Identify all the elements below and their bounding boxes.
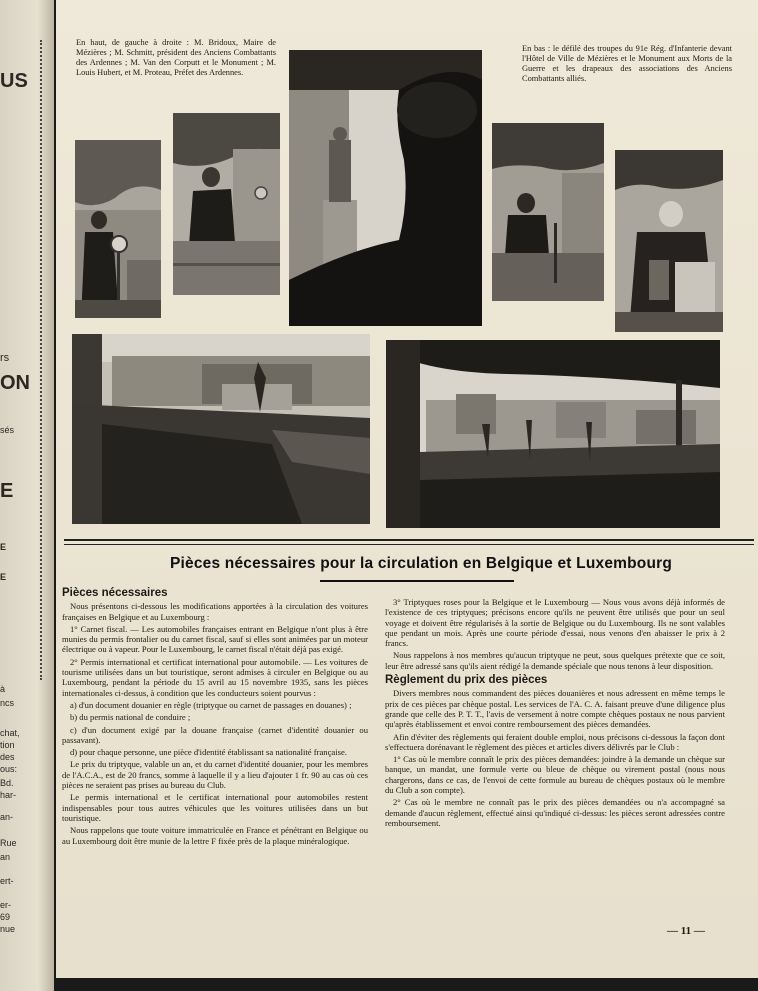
margin-fragment: an- (0, 812, 14, 822)
margin-fragment: Bd. (0, 778, 14, 788)
title-underline (320, 580, 514, 582)
paragraph: b) du permis national de conduire ; (70, 712, 191, 723)
paragraph: Nous présentons ci-dessous les modifications apportées à la circulation des voitures françaises en Belgique et au Luxembourg : (62, 601, 368, 622)
paragraph: 2° Cas où le membre ne connaît pas le prix des pièces demandées ou n'a accompagné sa demande d'aucun règlement, effectué ainsi qu'indiqué ci-dessus: les pièces seront adressées contre remboursement. (385, 797, 725, 828)
margin-fragment: ert- (0, 876, 14, 886)
margin-fragment: rs (0, 352, 10, 364)
paragraph: Divers membres nous commandent des pièces douanières et nous adressent en même temps le prix de ces pièces par chèque postal. Les services de l'A. C. A. faisant preuve d'une diligence plus grande que celle des P. T. T., l'avis de versement à notre compte chèques postaux ne nous parvient qu'après établissement et envoi contre remboursement des pièces demandées. (385, 688, 725, 730)
paragraph: Nous rappelons que toute voiture immatriculée en France et pénétrant en Belgique ou au Luxembourg doit être munie de la lettre F fixée près de la plaque minéralogique. (62, 825, 368, 846)
margin-fragment: à (0, 684, 6, 694)
margin-fragment: Rue (0, 838, 17, 848)
article-left-column (62, 584, 368, 848)
margin-fragment: sés (0, 425, 15, 435)
paragraph: 2° Permis international et certificat international pour automobile. — Les voitures de tourisme utilisées dans un but touristique, seront admises à circuler en Belgique ou au Luxembourg, pendant la période du 15 avril au 15 novembre 1935, sans les pièces internationales ci-dessus, à condition que les conducteurs soient pourvus : (62, 656, 368, 698)
margin-fragment: nue (0, 924, 16, 934)
margin-fragment: tion (0, 740, 15, 750)
paragraph: Le permis international et le certificat international pour automobiles restent indispensables pour tous autres véhicules que les voitures utilisées dans un but touristique. (62, 792, 368, 823)
photo-caption-bottom: En bas : le défilé des troupes du 91e Rég. d'Infanterie devant l'Hôtel de Ville de Mézières et le Monument aux Morts de la Guerre et les drapeaux des associations des Anciens Combattants alliés. (522, 44, 732, 83)
photo-prefect-proteau (615, 150, 723, 332)
photo-van-den-corputt (492, 123, 604, 301)
article-title: Pièces nécessaires pour la circulation en Belgique et Luxembourg (169, 555, 673, 572)
margin-fragment: ON (0, 372, 30, 394)
section-rule (64, 539, 754, 541)
photo-caption-top: En haut, de gauche à droite : M. Bridoux, Maire de Mézières ; M. Schmitt, président des Anciens Combattants des Ardennes ; M. Van den Corputt et le Monument ; M. Louis Hubert, et M. Proteau, Préfet des Ardennes. (76, 38, 276, 77)
facing-page-edge (0, 0, 54, 991)
paragraph: Afin d'éviter des règlements qui feraient double emploi, nous précisons ci-dessous la façon dont s'effectuera dorénavant le règlement des pièces et articles divers délivrés par le Club : (385, 731, 725, 752)
photo-president-schmitt (173, 113, 280, 295)
photo-mayor-bridoux (75, 140, 161, 318)
paragraph: 1° Cas où le membre connaît le prix des pièces demandées: joindre à la demande un chèque sur banque, un mandat, une formule verte ou bleue de chèque ou virement postal (nous nous chargerons, dans ce cas, de l'envoi de cette formule au bureau de chèques postaux où le membre du Club a son compte). (385, 754, 725, 796)
margin-fragment: er- (0, 900, 11, 910)
paragraph: 3° Triptyques roses pour la Belgique et le Luxembourg — Nous vous avons déjà informés de l'existence de ces triptyques; précisons encore qu'ils ne peuvent être utilisés que pour un seul voyage et doivent être régularisés à la sortie de Belgique ou du Luxembourg. Ils ne sont valables que pendant un mois. Après une courte période d'essai, nous venons d'en abaisser le prix à 2 francs. (385, 597, 725, 649)
margin-fragment: des (0, 752, 15, 762)
paragraph: Nous rappelons à nos membres qu'aucun triptyque ne peut, sous quelques prétexte que ce soit, leur être adressé sans qu'ils aient rédigé la demande spéciale que nous tenons à leur disposition. (385, 650, 725, 671)
margin-fragment: US (0, 70, 28, 92)
margin-fragment: har- (0, 790, 17, 800)
margin-fragment: an (0, 852, 11, 862)
section-heading: Pièces nécessaires (62, 587, 168, 599)
margin-fragment: ncs (0, 698, 15, 708)
photo-parade-hotel-de-ville (72, 334, 370, 524)
page-number: — 11 — (667, 925, 705, 937)
photo-monument (289, 50, 482, 326)
paragraph: 1° Carnet fiscal. — Les automobiles françaises entrant en Belgique n'ont plus à être munies du permis frontalier ou du carnet fiscal, sauf si elles sont animées par un moteur électrique ou à vapeur. Pour le Luxembourg, le carnet fiscal n'était déjà pas exigé. (62, 623, 368, 655)
margin-fragment: 69 (0, 912, 11, 922)
paragraph: Le prix du triptyque, valable un an, et du carnet d'identité douanier, pour les membres de l'A.C.A., est de 20 francs, somme à laquelle il y a lieu d'ajouter 1 fr. 90 au cas où ces pièces ne seraient pas prises au bureau du Club. (62, 759, 368, 791)
paragraph: c) d'un document exigé par la douane française (carnet d'identité douanier ou passavant). (62, 724, 368, 745)
paragraph: a) d'un document douanier en règle (triptyque ou carnet de passages en douanes) ; (70, 699, 352, 710)
margin-fragment: E (0, 542, 7, 552)
margin-fragment: E (0, 480, 14, 502)
paragraph: d) pour chaque personne, une pièce d'identité établissant sa nationalité française. (70, 747, 347, 758)
margin-fragment: chat, (0, 728, 20, 738)
section-heading: Règlement du prix des pièces (385, 674, 548, 687)
margin-fragment: E (0, 572, 7, 582)
magazine-page (56, 0, 758, 978)
article-right-column (385, 597, 725, 830)
margin-fragment: ous: (0, 764, 18, 774)
photo-troops-flags (386, 340, 720, 528)
section-rule-thin (64, 544, 754, 545)
